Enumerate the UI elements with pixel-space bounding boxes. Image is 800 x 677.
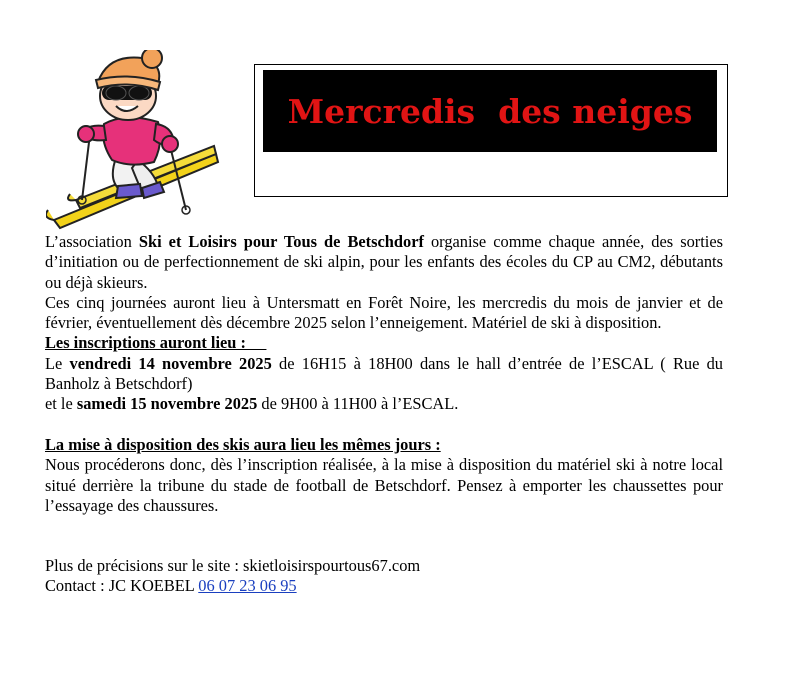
saturday-details: de 9H00 à 11H00 à l’ESCAL. bbox=[257, 394, 459, 414]
saturday-line bbox=[45, 394, 723, 414]
intro-paragraph bbox=[45, 232, 723, 293]
inscriptions-heading bbox=[45, 333, 723, 353]
saturday-prefix: et le bbox=[45, 394, 77, 414]
spacer bbox=[45, 516, 723, 556]
skis-heading-text: La mise à disposition des skis aura lieu les mêmes jours : bbox=[45, 434, 441, 454]
association-name: Ski et Loisirs pour Tous de Betschdorf bbox=[138, 232, 424, 251]
friday-details: de 16H15 à 18H00 dans le hall d’entrée de l’ESCAL ( Rue du Banholz à Betschdorf) bbox=[45, 353, 723, 394]
website-line: Plus de précisions sur le site : skietloisirspourtous67.com bbox=[45, 556, 421, 576]
title-banner bbox=[263, 70, 717, 152]
contact-phone-link[interactable]: 06 07 23 06 95 bbox=[198, 576, 297, 596]
announcement-body bbox=[45, 232, 723, 597]
friday-date: vendredi 14 novembre 2025 bbox=[69, 353, 272, 373]
contact-line bbox=[45, 576, 723, 596]
hat-icon bbox=[96, 50, 162, 90]
spacer bbox=[45, 415, 723, 435]
friday-line bbox=[45, 354, 723, 395]
intro-text-end: organise comme chaque année, des sorties d’initiation ou de perfectionnement de ski alpin, pour les enfants des écoles du CP au CM2, débutants ou déjà skieurs. bbox=[45, 232, 723, 292]
saturday-date: samedi 15 novembre 2025 bbox=[76, 394, 258, 414]
intro-text: L’association bbox=[45, 232, 139, 251]
page-title: Mercredis des neiges bbox=[287, 91, 693, 131]
skis-paragraph: Nous procéderons donc, dès l’inscription réalisée, à la mise à disposition du matériel ski à notre local situé derrière la tribune du stade de football de Betschdorf. Pensez à emporter les chaussettes pour l’essayage des chaussures. bbox=[45, 455, 723, 515]
schedule-paragraph: Ces cinq journées auront lieu à Untersmatt en Forêt Noire, les mercredis du mois de janvier et de février, éventuellement dès décembre 2025 selon l’enneigement. Matériel de ski à disposition. bbox=[45, 292, 723, 333]
friday-prefix: Le bbox=[45, 353, 70, 373]
contact-prefix: Contact : JC KOEBEL bbox=[45, 576, 199, 596]
goggles-icon bbox=[102, 86, 152, 100]
skier-illustration bbox=[46, 50, 224, 234]
skis-heading bbox=[45, 435, 723, 455]
inscriptions-heading-text: Les inscriptions auront lieu : bbox=[45, 333, 267, 353]
